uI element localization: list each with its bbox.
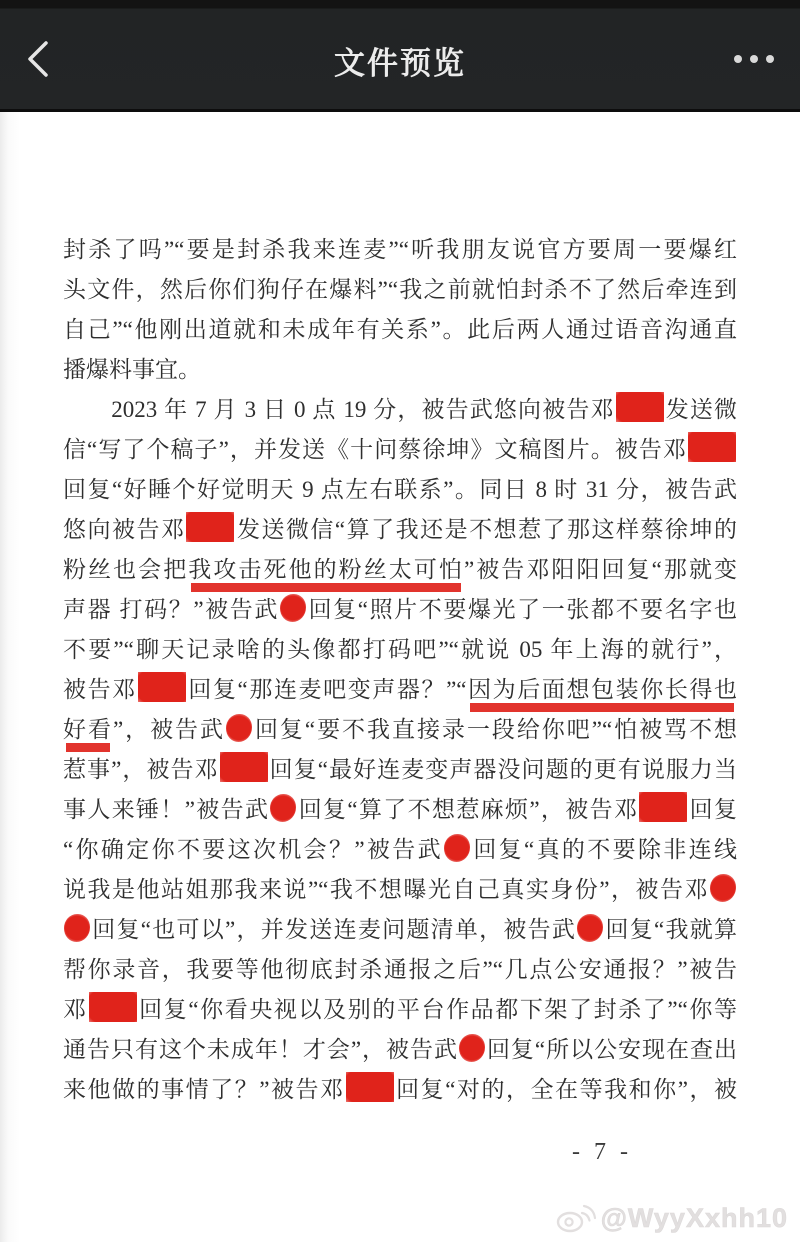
redaction-mark <box>639 792 687 822</box>
ellipsis-dot-icon <box>734 55 742 63</box>
doc-line: 说我是他站姐那我来说”“我不想曝光自己真实身份”，被告邓 <box>63 870 737 910</box>
doc-line: 帮你录音，我要等他彻底封杀通报之后”“几点公安通报？”被告 <box>63 957 737 982</box>
doc-line: 好看”，被告武 回复“要不我直接录一段给你吧”“怕被骂不想 <box>63 710 737 750</box>
doc-line: 回复“也可以”，并发送连麦问题清单，被告武 回复“我就算 <box>63 910 737 950</box>
redaction-mark <box>220 752 268 782</box>
document-page <box>0 112 800 1242</box>
weibo-logo-icon <box>555 1202 597 1234</box>
doc-line: 信“写了个稿子”，并发送《十问蔡徐坤》文稿图片。被告邓 <box>63 430 737 470</box>
redaction-mark <box>64 914 90 942</box>
doc-line: 被告邓 回复“那连麦吧变声器？”“因为后面想包装你长得也 <box>63 670 737 710</box>
watermark-handle: @WyyXxhh10 <box>600 1202 788 1233</box>
redaction-mark <box>138 672 186 702</box>
watermark <box>555 1202 788 1234</box>
more-options-button[interactable] <box>714 31 774 87</box>
app-header <box>0 0 800 112</box>
red-underline-text: 因为后面想包装你长得也 <box>466 677 737 702</box>
redaction-mark <box>459 1034 485 1062</box>
document-preview[interactable] <box>0 112 800 1242</box>
doc-line: 回复“好睡个好觉明天 9 点左右联系”。同日 8 时 31 分，被告武 <box>63 477 737 502</box>
doc-line: 封杀了吗”“要是封杀我来连麦”“听我朋友说官方要周一要爆红 <box>63 237 737 262</box>
doc-line: 来他做的事情了？”被告邓 回复“对的，全在等我和你”，被 <box>63 1070 737 1110</box>
redaction-mark <box>280 594 306 622</box>
back-chevron-icon <box>26 40 50 78</box>
doc-line: 2023 年 7 月 3 日 0 点 19 分，被告武悠向被告邓 发送微 <box>63 390 737 430</box>
doc-line: 事人来锤！”被告武 回复“算了不想惹麻烦”，被告邓 回复 <box>63 790 737 830</box>
back-button[interactable] <box>26 31 70 87</box>
doc-line: 粉丝也会把我攻击死他的粉丝太可怕”被告邓阳阳回复“那就变 <box>63 557 738 582</box>
redaction-mark <box>226 714 252 742</box>
document-lines <box>63 230 737 1110</box>
redaction-mark <box>346 1072 394 1102</box>
doc-line: “你确定你不要这次机会？”被告武 回复“真的不要除非连线 <box>63 830 737 870</box>
red-underline-text: 我攻击死他的粉丝太可怕 <box>188 557 464 582</box>
redaction-mark <box>270 794 296 822</box>
redaction-mark <box>444 834 470 862</box>
doc-line: 声器 打码？”被告武 回复“照片不要爆光了一张都不要名字也 <box>63 590 737 630</box>
redaction-mark <box>577 914 603 942</box>
doc-line: 播爆料事宜。 <box>63 357 201 382</box>
redaction-mark <box>688 432 736 462</box>
redaction-mark <box>89 992 137 1022</box>
redaction-mark <box>616 392 664 422</box>
page-number: - 7 - <box>572 1139 632 1165</box>
doc-line: 不要”“聊天记录啥的头像都打码吧”“就说 05 年上海的就行”， <box>63 637 737 662</box>
doc-line: 通告只有这个未成年！才会”，被告武 回复“所以公安现在查出 <box>63 1030 737 1070</box>
doc-line: 悠向被告邓 发送微信“算了我还是不想惹了那这样蔡徐坤的 <box>63 510 737 550</box>
redaction-mark <box>710 874 736 902</box>
doc-line: 惹事”，被告邓 回复“最好连麦变声器没问题的更有说服力当 <box>63 750 737 790</box>
ellipsis-dot-icon <box>766 55 774 63</box>
doc-line: 头文件，然后你们狗仔在爆料”“我之前就怕封杀不了然后牵连到 <box>63 277 737 302</box>
doc-line: 自己”“他刚出道就和未成年有关系”。此后两人通过语音沟通直 <box>63 317 737 342</box>
redaction-mark <box>186 512 234 542</box>
page-title: 文件预览 <box>334 45 466 81</box>
red-underline-text: 好看 <box>63 717 113 742</box>
ellipsis-dot-icon <box>750 55 758 63</box>
doc-line: 邓 回复“你看央视以及别的平台作品都下架了封杀了”“你等 <box>63 990 737 1030</box>
